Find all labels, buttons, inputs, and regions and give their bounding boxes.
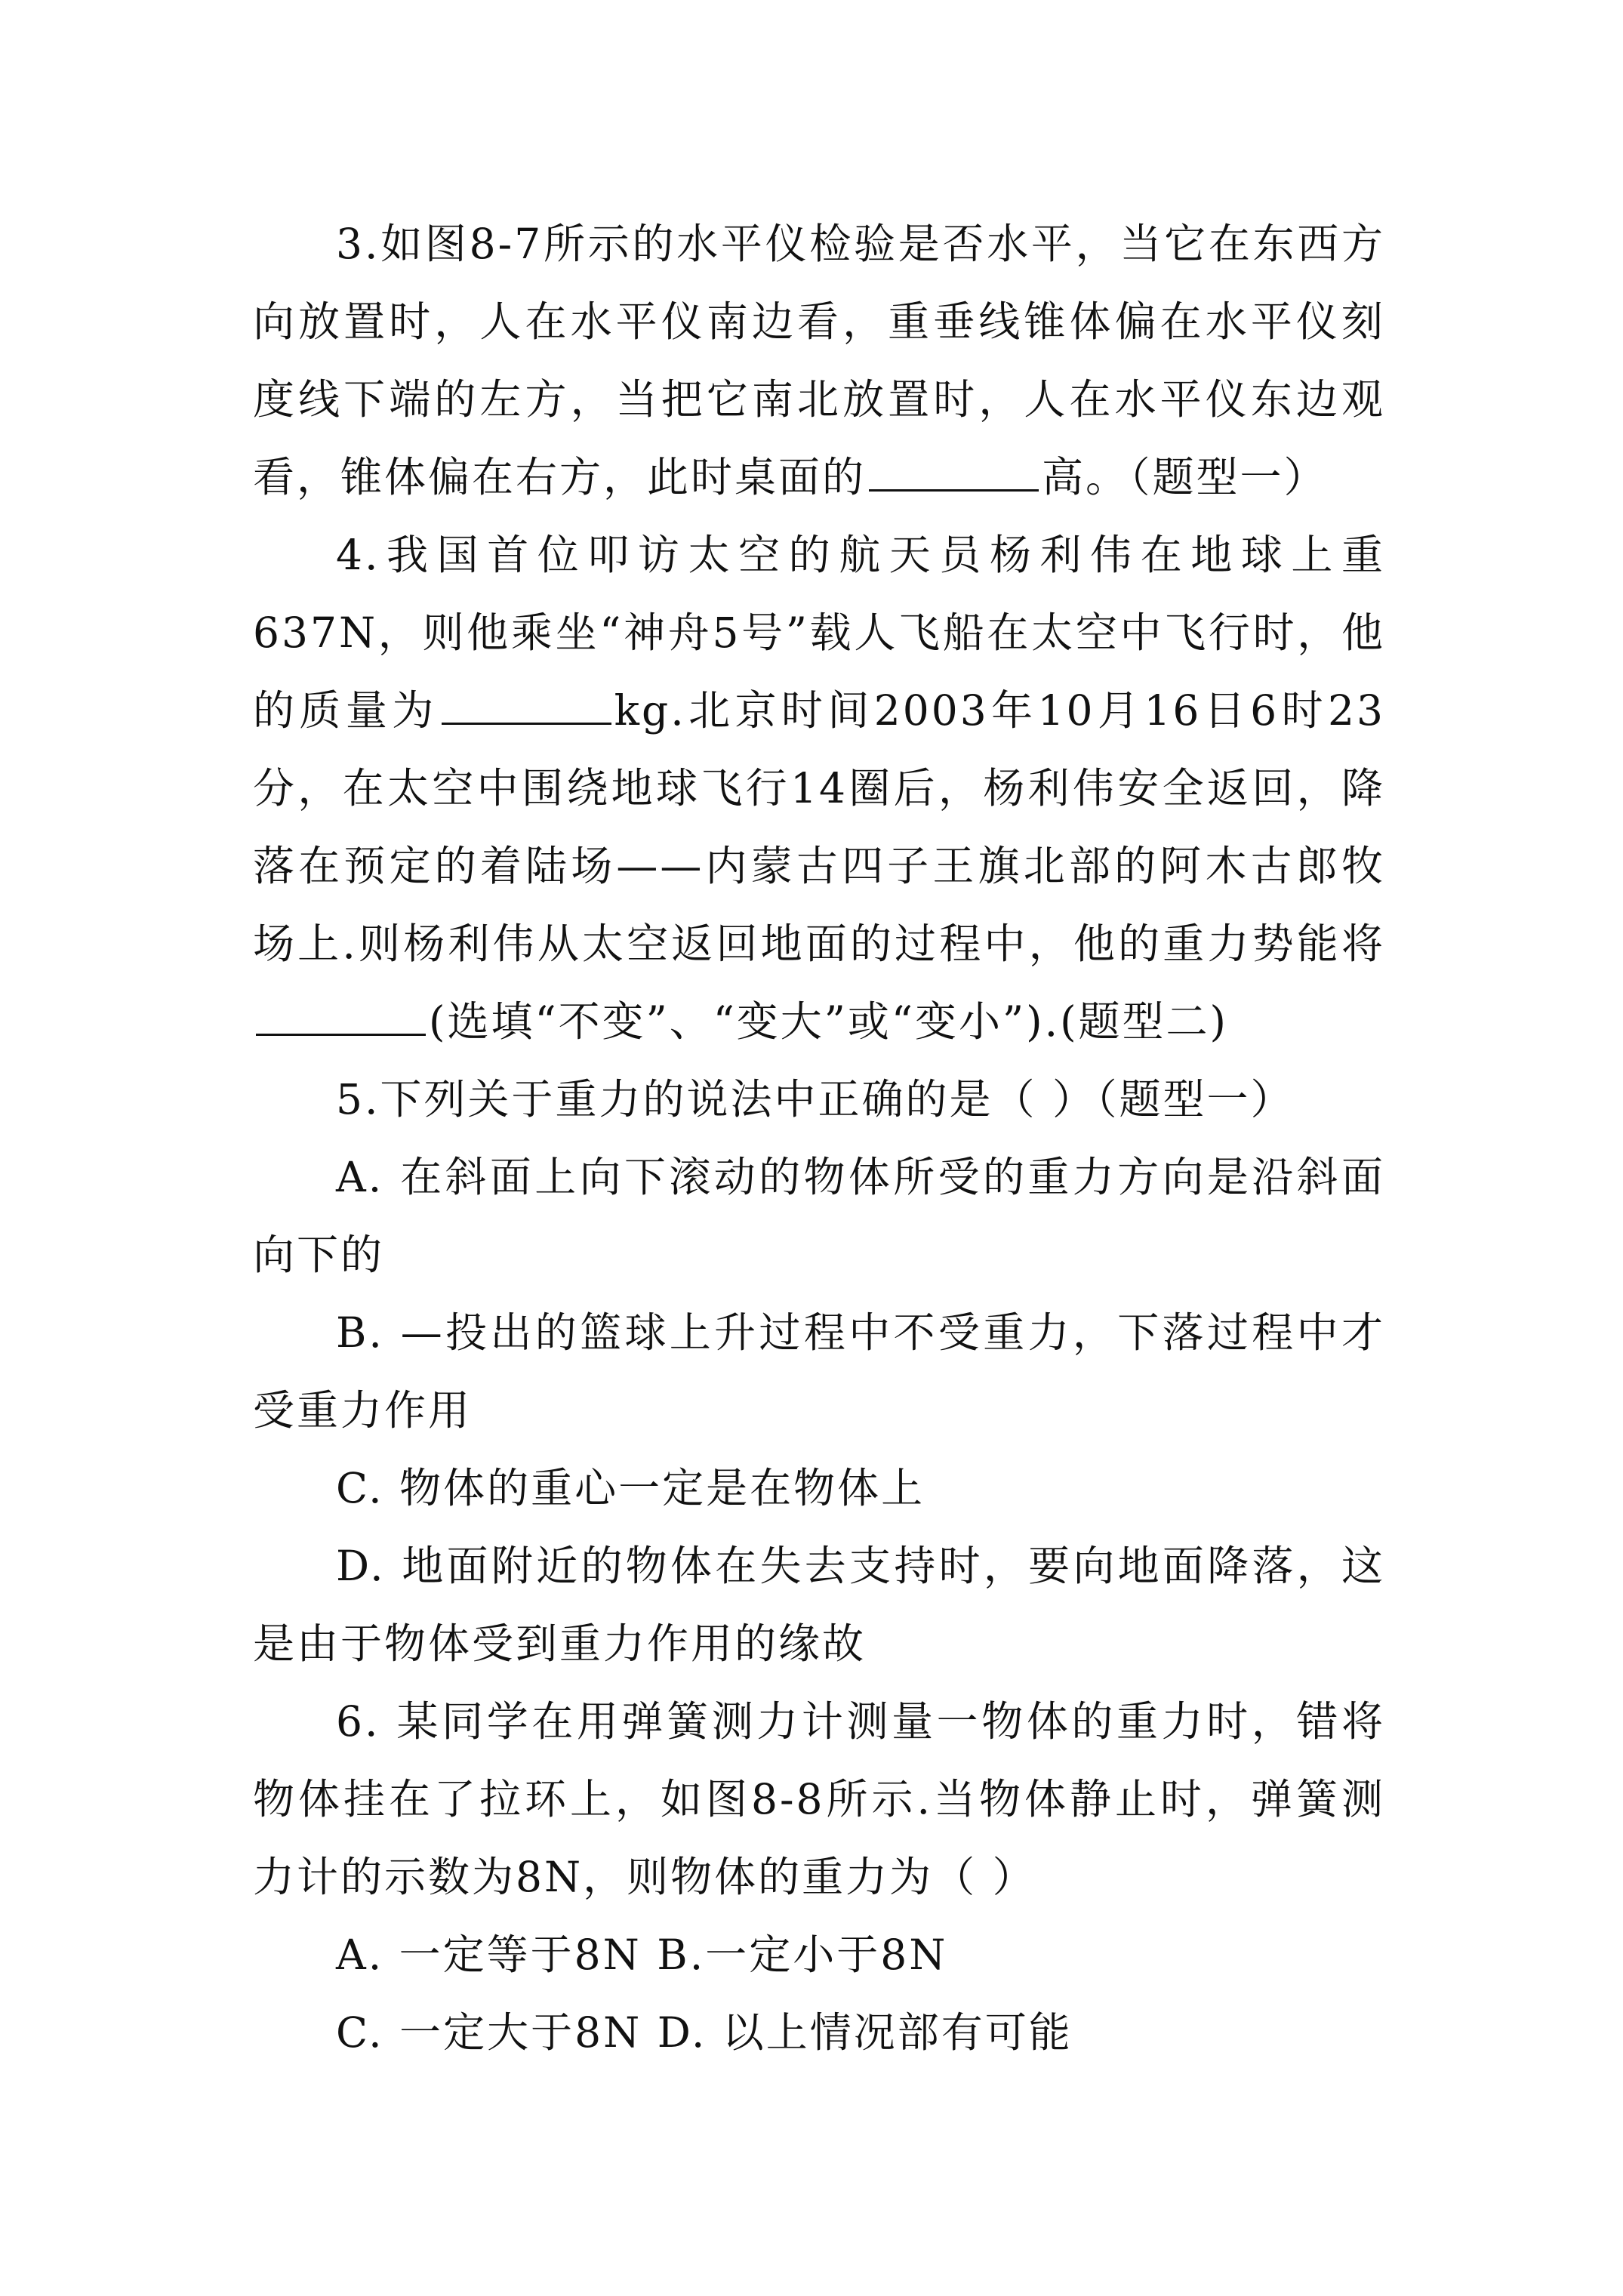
question-3-text-a: 3.如图8-7所示的水平仪检验是否水平，当它在东西方向放置时，人在水平仪南边看，重垂线锥体偏在水平仪刻度线下端的左方，当把它南北放置时，人在水平仪东边观看，锥体偏在右方，此时桌面的 bbox=[253, 220, 1385, 501]
question-6-option-b: B.一定小于8N bbox=[657, 1931, 948, 1979]
question-6-option-a: A. 一定等于8N bbox=[336, 1931, 642, 1979]
question-4-text-a: 4.我国首位叩访太空的航天员杨利伟在地球上重637N，则他乘坐“神舟5号”载人飞船在太空中飞行时，他的质量为 bbox=[253, 531, 1385, 735]
question-5-option-a: A. 在斜面上向下滚动的物体所受的重力方向是沿斜面向下的 bbox=[253, 1153, 1385, 1279]
question-6-options-row-2 bbox=[253, 1994, 1385, 2072]
question-4-energy-blank bbox=[256, 990, 426, 1036]
question-5-option-b: B. —投出的篮球上升过程中不受重力，下落过程中才受重力作用 bbox=[253, 1308, 1385, 1435]
question-4-text-b: kg.北京时间2003年10月16日6时23分，在太空中围绕地球飞行14圈后，杨利伟安全返回，降落在预定的着陆场——内蒙古四子王旗北部的阿木古郎牧场上.则杨利伟从太空返回地面的过程中，他的重力势能将 bbox=[253, 686, 1385, 968]
question-4 bbox=[253, 516, 1385, 1061]
question-4-mass-blank bbox=[442, 679, 611, 725]
question-5-option-d: D. 地面附近的物体在失去支持时，要向地面降落，这是由于物体受到重力作用的缘故 bbox=[253, 1542, 1385, 1668]
question-6-options-row-1 bbox=[253, 1916, 1385, 1994]
question-3-text-b: 高。（题型一） bbox=[1042, 453, 1328, 501]
question-5-option-c: C. 物体的重心一定是在物体上 bbox=[336, 1464, 925, 1512]
question-6-stem: 6. 某同学在用弹簧测力计测量一物体的重力时，错将物体挂在了拉环上，如图8-8所示.当物体静止时，弹簧测力计的示数为8N，则物体的重力为（ ） bbox=[253, 1697, 1385, 1901]
document-page bbox=[253, 205, 1385, 2072]
question-3-answer-blank bbox=[869, 445, 1039, 492]
question-4-text-c: (选填“不变”、“变大”或“变小”).(题型二) bbox=[429, 997, 1229, 1046]
question-3 bbox=[253, 205, 1385, 516]
question-5-stem: 5.下列关于重力的说法中正确的是（ ）（题型一） bbox=[336, 1075, 1295, 1123]
question-6-option-c: C. 一定大于8N bbox=[336, 2008, 642, 2057]
question-6-option-d: D. 以上情况部有可能 bbox=[657, 2008, 1073, 2057]
